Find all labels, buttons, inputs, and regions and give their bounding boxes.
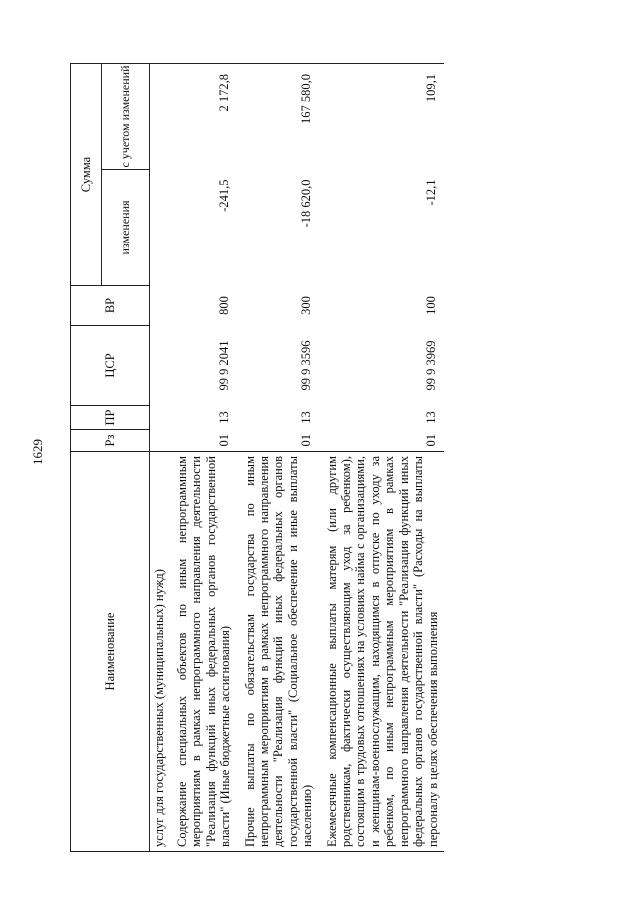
continuation-text: услуг для государственных (муниципальных) нужд) — [150, 452, 170, 852]
row-total: 167 580,0 — [237, 64, 319, 170]
row-name: Содержание специальных объектов по иным непрограммным мероприятиям в рамках непрограммного направления деятельности "Реализация функций иных федеральных органов государственной власти" (Иные бюджетные ассигнования) — [169, 452, 237, 852]
header-sum: Сумма — [71, 64, 102, 286]
table-row — [237, 64, 319, 852]
row-rz: 01 — [298, 434, 313, 447]
row-vr: 800 — [216, 296, 231, 315]
row-change: -241,5 — [216, 179, 231, 212]
header-rz: Рз — [71, 430, 150, 452]
row-csr: 99 9 3596 — [298, 340, 313, 391]
budget-table — [70, 63, 444, 852]
row-csr: 99 9 2041 — [216, 340, 231, 391]
page-number: 1629 — [30, 439, 45, 465]
row-rz: 01 — [216, 434, 231, 447]
row-change: -12,1 — [423, 179, 438, 206]
table-row — [169, 64, 237, 852]
row-pr: 13 — [216, 411, 231, 424]
table-header — [71, 64, 150, 852]
budget-table-rotated — [70, 64, 568, 852]
row-csr: 99 9 3969 — [423, 340, 438, 391]
row-name: Ежемесячные компенсационные выплаты матерям (или другим родственникам, фактически осуществляющим уход за ребенком), состоящим в трудовых отношениях на условиях найма с организациями, и женщинам-военнослужащим, находящимся в отпуске по уходу за ребенком, по иным непрограммным мероприятиям в рамках непрограммного направления деятельности "Реализация функций иных федеральных органов государственной власти" (Расходы на выплаты персоналу в целях обеспечения выполнения — [319, 452, 444, 852]
table-row — [319, 64, 444, 852]
header-pr: ПР — [71, 406, 150, 430]
row-change: -18 620,0 — [298, 179, 313, 228]
row-pr: 13 — [298, 411, 313, 424]
header-changes: изменения — [102, 170, 150, 286]
header-csr: ЦСР — [71, 326, 150, 406]
row-pr: 13 — [423, 411, 438, 424]
header-with-changes: с учетом изменений — [102, 64, 150, 170]
row-total: 109,1 — [319, 64, 444, 170]
header-vr: ВР — [71, 286, 150, 326]
continuation-row — [150, 64, 170, 852]
row-rz: 01 — [423, 434, 438, 447]
row-total: 2 172,8 — [169, 64, 237, 170]
header-name: Наименование — [71, 452, 150, 852]
row-name: Прочие выплаты по обязательствам государства по иным непрограммным мероприятиям в рамках непрограммного направления деятельности "Реализация функций иных федеральных органов государственной власти" (Социальное обеспечение и иные выплаты населению) — [237, 452, 319, 852]
row-vr: 300 — [298, 296, 313, 315]
row-vr: 100 — [423, 296, 438, 315]
